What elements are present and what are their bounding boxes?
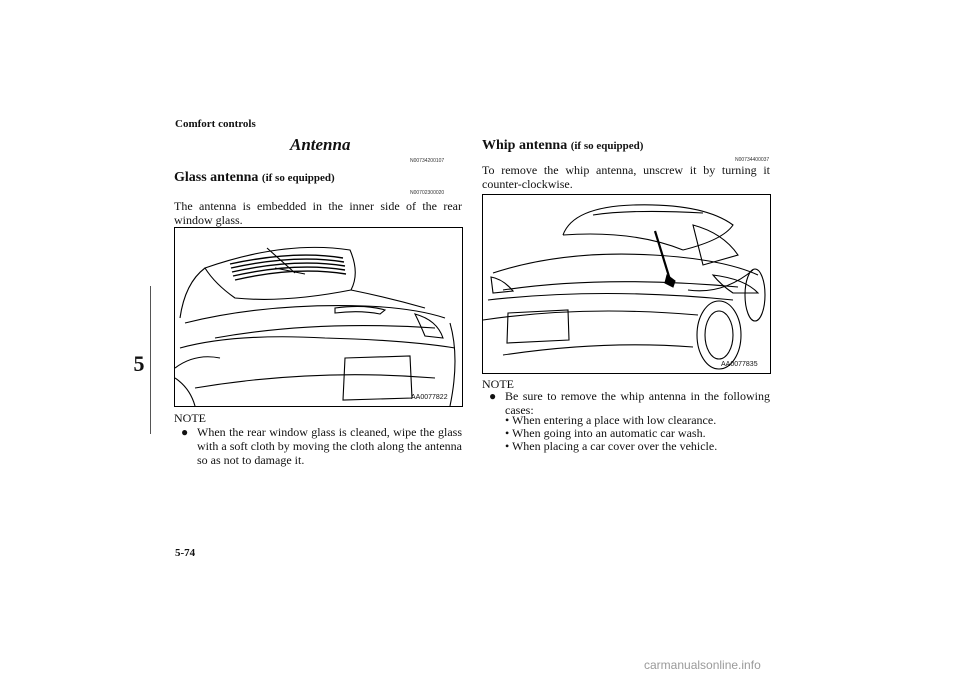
title-code: N00734200107 [410,158,445,164]
whip-antenna-code: N00734400037 [735,157,770,163]
section-header: Comfort controls [175,118,256,130]
glass-antenna-note [181,425,462,467]
glass-antenna-figure-code: AA0077822 [411,394,448,401]
page-title: Antenna [290,135,351,154]
watermark: carmanualsonline.info [644,658,761,672]
glass-antenna-figure [174,227,463,407]
chapter-tab-rule [150,286,151,434]
whip-antenna-qualifier: (if so equipped) [570,140,644,152]
bullet-icon: ● [489,389,497,403]
glass-antenna-code: N00702300020 [410,190,445,196]
bullet-icon: ● [181,425,189,439]
whip-antenna-heading [482,138,643,154]
chapter-tab: 5 [133,351,145,376]
whip-antenna-sub-item: • When placing a car cover over the vehicle. [505,439,718,453]
whip-antenna-note-label: NOTE [482,377,514,391]
glass-antenna-note-text: When the rear window glass is cleaned, wipe the glass with a soft cloth by moving the cloth along the antenna so as not to damage it. [197,425,462,467]
whip-antenna-illustration [483,195,770,373]
page-number: 5-74 [175,547,196,559]
whip-antenna-figure [482,194,771,374]
glass-antenna-heading-text: Glass antenna [174,170,259,185]
glass-antenna-body: The antenna is embedded in the inner side of the rear window glass. [174,199,462,227]
whip-antenna-figure-code: AA0077835 [721,361,758,368]
glass-antenna-heading [174,170,335,186]
whip-antenna-sub-item: • When going into an automatic car wash. [505,426,706,440]
whip-antenna-body: To remove the whip antenna, unscrew it by turning it counter-clockwise. [482,163,770,191]
whip-antenna-heading-text: Whip antenna [482,138,568,153]
whip-antenna-note-text: Be sure to remove the whip antenna in the following cases: [505,389,770,417]
whip-antenna-sub-item: • When entering a place with low clearance. [505,413,717,427]
glass-antenna-qualifier: (if so equipped) [261,172,335,184]
rear-window-antenna-illustration [175,228,462,406]
glass-antenna-note-label: NOTE [174,411,206,425]
